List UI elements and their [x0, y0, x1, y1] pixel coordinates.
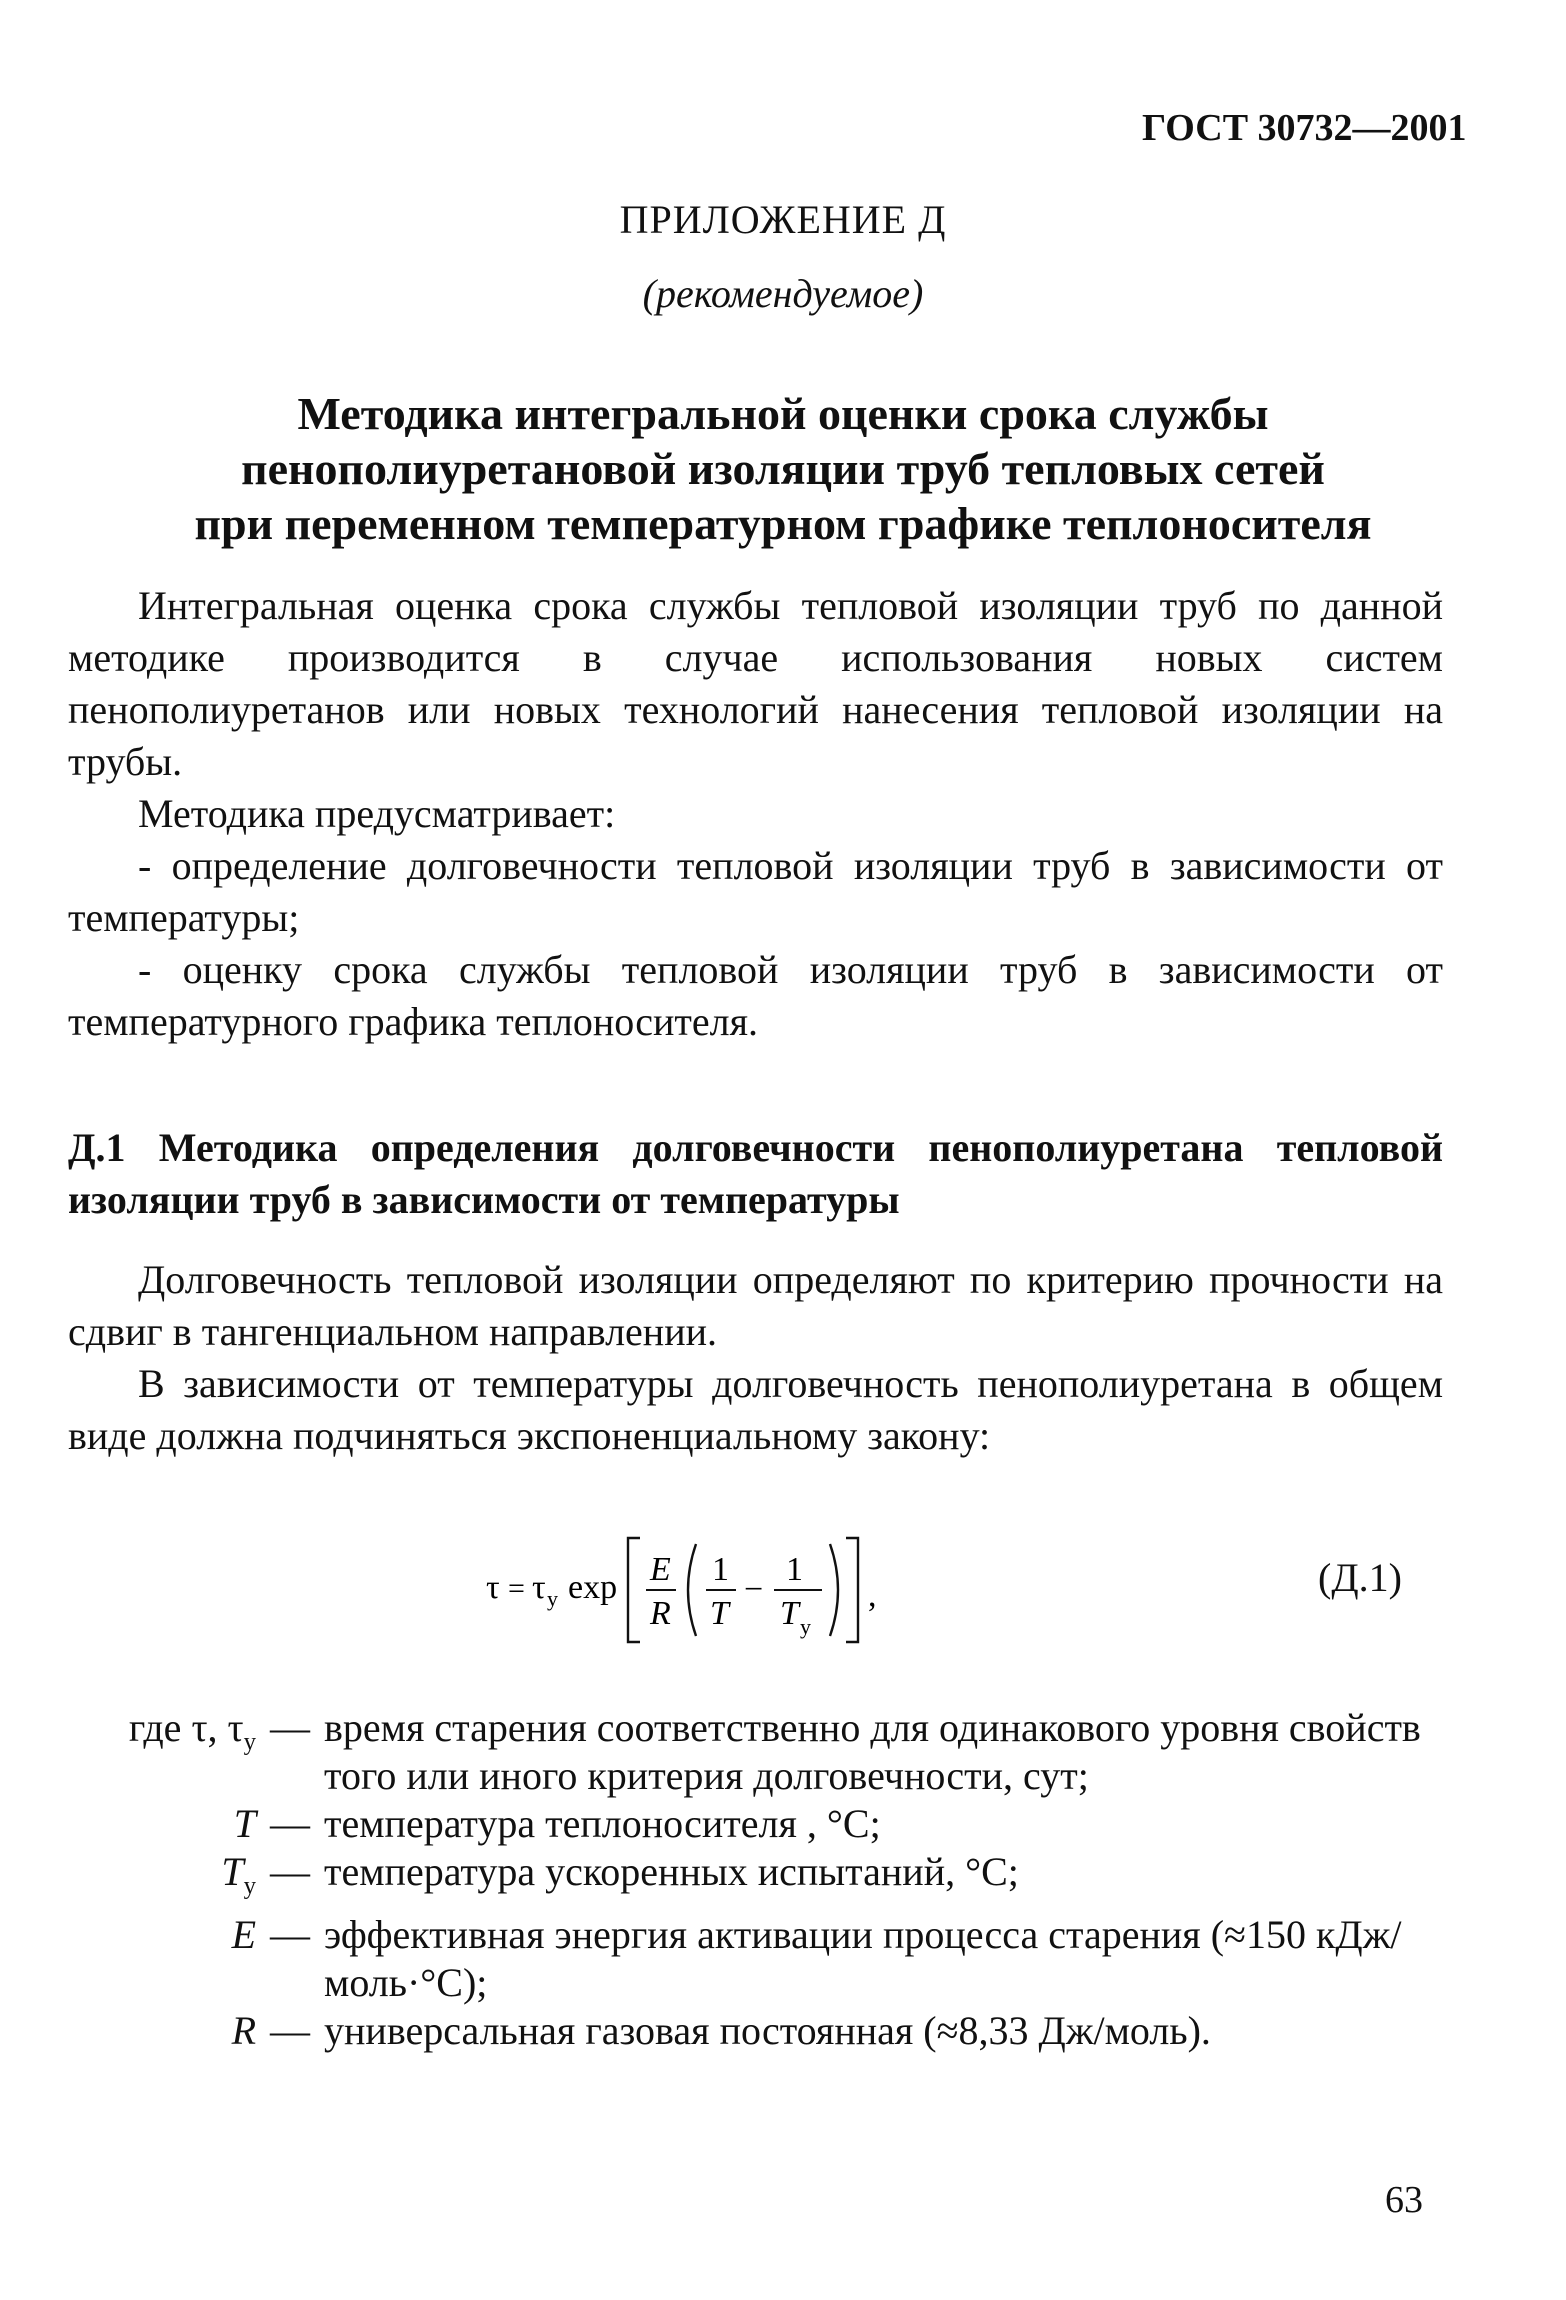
- definition-symbol-text: τ, τ: [191, 1705, 244, 1750]
- definition-symbol-text: T: [221, 1849, 244, 1894]
- formula-T: T: [710, 1595, 729, 1632]
- definition-symbol-text: T: [233, 1801, 256, 1846]
- main-title-line-2: пенополиуретановой изоляции труб тепловых сетей: [241, 443, 1325, 494]
- definition-dash: —: [270, 1705, 310, 1750]
- intro-list-item-1-text: - определение долговечности тепловой изоляции труб в зависимости от температуры;: [68, 843, 1443, 940]
- formula-E: E: [650, 1551, 671, 1588]
- definition-symbol: [66, 2007, 268, 2055]
- intro-paragraph-2: [68, 788, 1443, 840]
- definition-dash: —: [270, 2007, 310, 2053]
- definition-text: время старения соответственно для одинакового уровня свойств того или иного критерия долговечности, сут;: [324, 1705, 1421, 1798]
- formula-one-a: 1: [712, 1551, 729, 1588]
- formula-tau: τ: [532, 1569, 546, 1606]
- definition-text: температура ускоренных испытаний, °С;: [324, 1849, 1019, 1894]
- intro-list-item-2: [68, 944, 1443, 1048]
- section-d1-title: Д.1 Методика определения долговечности пенополиуретана тепловой изоляции труб в зависимости от температуры: [68, 1125, 1443, 1222]
- formula-lhs: τ: [486, 1569, 500, 1606]
- formula-number: (Д.1): [1318, 1555, 1402, 1600]
- definition-text: эффективная энергия активации процесса старения (≈150 кДж/моль·°С);: [324, 1911, 1402, 2005]
- main-title-line-1: Методика интегральной оценки срока службы: [297, 388, 1269, 439]
- intro-paragraph-1-text: Интегральная оценка срока службы тепловой изоляции труб по данной методике производится в случае использования новых систем пенополиуретанов или новых технологий нанесения тепловой изоляции на трубы.: [68, 583, 1443, 784]
- formula-Ty-subscript: у: [800, 1614, 811, 1639]
- definition-dash: —: [270, 1801, 310, 1846]
- definition-text: универсальная газовая постоянная (≈8,33 Дж/моль).: [324, 2007, 1211, 2053]
- definition-text: температура теплоносителя , °С;: [324, 1801, 881, 1846]
- formula-left-bracket: [628, 1538, 640, 1642]
- definition-symbol-text: E: [231, 1911, 256, 1957]
- formula-equals: =: [508, 1572, 525, 1605]
- formula-tau-subscript: у: [547, 1586, 558, 1611]
- definition-item: [66, 2007, 1446, 2055]
- definitions-list: [66, 1704, 1446, 2055]
- main-title-line-3: при переменном температурном графике теплоносителя: [194, 498, 1372, 549]
- formula-d1: [480, 1510, 920, 1660]
- definition-item: [66, 1848, 1446, 1911]
- page-number: 63: [1385, 2179, 1423, 2221]
- formula-right-paren: [830, 1544, 838, 1636]
- formula-Ty: T: [780, 1595, 799, 1632]
- section-d1-paragraph-2: [68, 1358, 1443, 1462]
- intro-list-item-1: [68, 840, 1443, 944]
- section-d1-paragraph-2-text: В зависимости от температуры долговечность пенополиуретана в общем виде должна подчиняться экспоненциальному закону:: [68, 1361, 1443, 1458]
- definition-symbol-subscript: у: [243, 1728, 256, 1756]
- definition-dash: —: [270, 1849, 310, 1894]
- intro-paragraph-1: [68, 580, 1443, 788]
- document-code: ГОСТ 30732—2001: [1142, 107, 1467, 149]
- definition-symbol: [66, 1800, 268, 1848]
- intro-paragraph-2-text: Методика предусматривает:: [138, 791, 616, 836]
- definition-symbol-subscript: у: [243, 1872, 256, 1900]
- annex-subtitle: (рекомендуемое): [642, 271, 924, 316]
- formula-left-paren: [688, 1544, 696, 1636]
- definition-item: [66, 1911, 1446, 2007]
- formula-minus: −: [744, 1571, 764, 1608]
- main-title: [100, 386, 1466, 551]
- formula-R: R: [650, 1595, 671, 1632]
- definition-symbol: [66, 1848, 268, 1911]
- definition-item: [66, 1800, 1446, 1848]
- definition-dash: —: [270, 1911, 310, 1957]
- formula-exp: exp: [568, 1569, 618, 1606]
- annex-title: ПРИЛОЖЕНИЕ Д: [619, 197, 947, 242]
- section-d1-paragraph-1: [68, 1254, 1443, 1358]
- formula-comma: ,: [868, 1577, 877, 1614]
- formula-one-b: 1: [786, 1551, 803, 1588]
- definition-symbol: [66, 1911, 268, 1959]
- definition-item: [66, 1704, 1446, 1800]
- intro-list-item-2-text: - оценку срока службы тепловой изоляции труб в зависимости от температурного графика теплоносителя.: [68, 947, 1443, 1044]
- definition-symbol: [66, 1704, 268, 1767]
- formula-right-bracket: [846, 1538, 858, 1642]
- section-d1-paragraph-1-text: Долговечность тепловой изоляции определяют по критерию прочности на сдвиг в тангенциальном направлении.: [68, 1257, 1443, 1354]
- definition-lead: где: [128, 1705, 182, 1750]
- definition-symbol-text: R: [231, 2007, 256, 2053]
